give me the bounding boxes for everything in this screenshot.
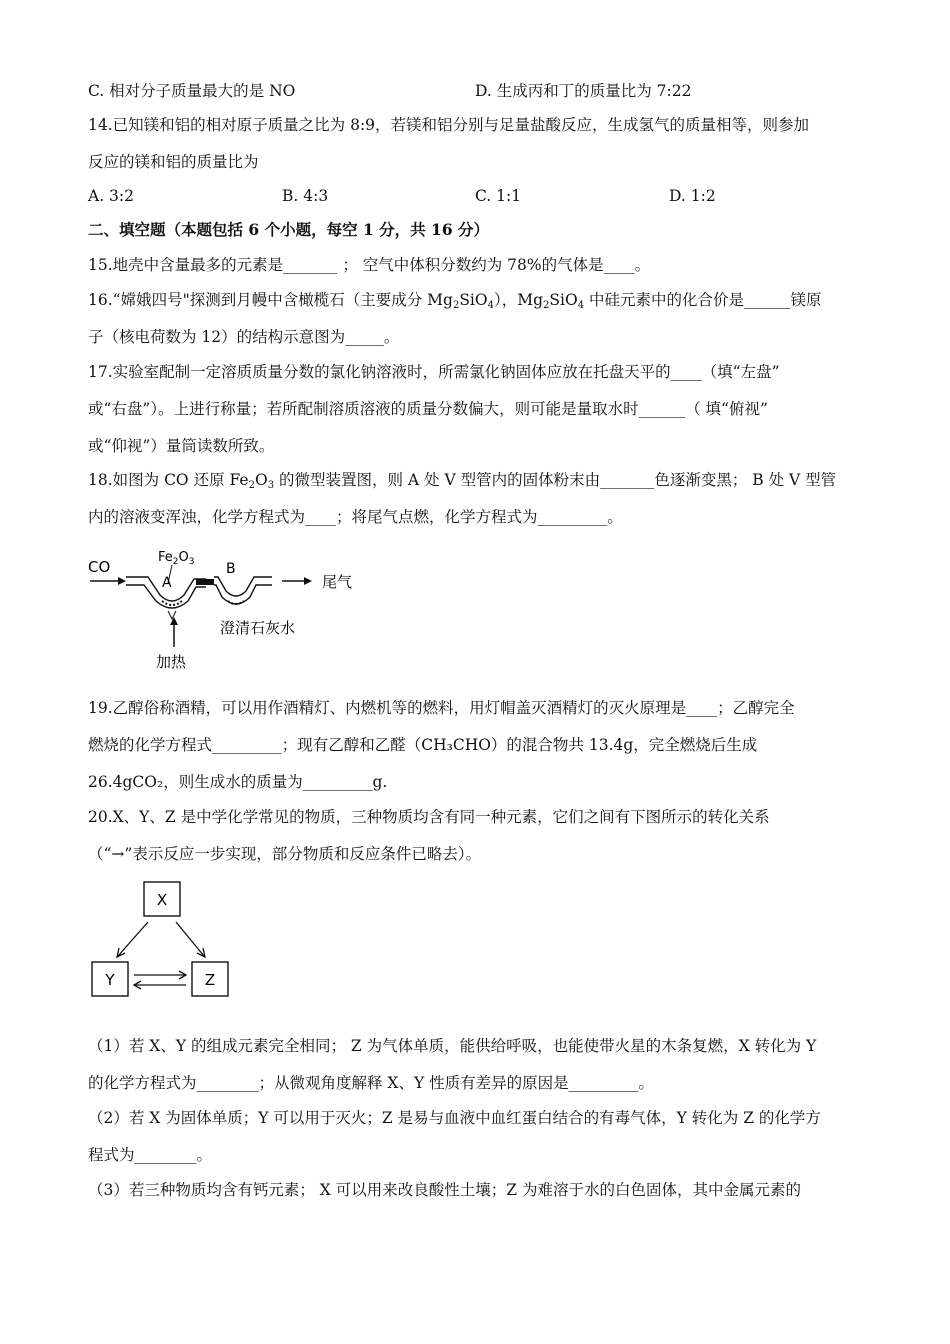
flame-icon [168,611,176,619]
q14-option-b: B. 4:3 [282,187,329,205]
q16-sub-2: 4 [487,300,494,311]
q16-text-b: SiO [459,291,488,309]
q14-stem-line1: 14.已知镁和铝的相对原子质量之比为 8:9，若镁和铝分别与足量盐酸反应，生成氢气的质量相等，则参加 [88,116,810,134]
q18-text-b: O [254,471,268,489]
q18-text-a: 18.如图为 CO 还原 Fe [88,471,249,489]
q18-sub-1: 2 [248,480,255,491]
q16-text-a: 16.“嫦娥四号"探测到月幔中含橄榄石（主要成分 Mg [88,291,453,309]
q18-text-c: 的微型装置图，则 A 处 V 型管内的固体粉末由_______色逐渐变黑； B 处 V 型管 [274,471,837,489]
q14-option-a: A. 3:2 [88,187,134,205]
section-heading: 二、填空题（本题包括 6 个小题，每空 1 分，共 16 分） [88,220,490,239]
tail-gas-label: 尾气 [322,573,353,591]
q14-option-d: D. 1:2 [669,187,716,205]
tube-connector [196,579,214,585]
q20-stem-line1: 20.X、Y、Z 是中学化学常见的物质，三种物质均含有同一种元素，它们之间有下图所示的转化关系 [88,808,770,826]
q14-option-c: C. 1:1 [475,187,522,205]
heat-label: 加热 [156,653,187,671]
q13-option-c: C. 相对分子质量最大的是 NO [88,82,296,100]
q16-text-e: 中硅元素中的化合价是______镁原 [584,291,822,309]
a-label: A [162,575,172,591]
co-label: CO [88,558,111,576]
q20-part1-line1: （1）若 X、Y 的组成元素完全相同； Z 为气体单质，能供给呼吸，也能使带火星的木条复燃，X 转化为 Y [88,1037,817,1055]
label-x: X [156,891,168,909]
label-z: Z [204,971,216,989]
q20-part3-line1: （3）若三种物质均含有钙元素； X 可以用来改良酸性土壤；Z 为难溶于水的白色固体，其中金属元素的 [88,1181,801,1199]
q17-stem-line1: 17.实验室配制一定溶质质量分数的氯化钠溶液时，所需氯化钠固体应放在托盘天平的____（填“左盘” [88,363,780,381]
q20-stem-line2: （“→”表示反应一步实现，部分物质和反应条件已略去）。 [88,845,482,863]
b-label: B [226,561,236,577]
limewater-label: 澄清石灰水 [220,619,296,637]
v-tube-b [214,577,272,596]
q19-stem-line2: 燃烧的化学方程式_________；现有乙醇和乙醛（CH₃CHO）的混合物共 13.4g，完全燃烧后生成 [88,736,758,754]
q14-stem-line2: 反应的镁和铝的质量比为 [88,153,259,171]
arrow-x-to-z [176,922,204,956]
label-y: Y [105,971,115,989]
q17-stem-line3: 或“仰视”）量筒读数所致。 [88,437,275,455]
q16-stem-line2: 子（核电荷数为 12）的结构示意图为_____。 [88,328,400,346]
q20-part1-line2: 的化学方程式为________；从微观角度解释 X、Y 性质有差异的原因是_________。 [88,1074,654,1092]
q15-stem: 15.地壳中含量最多的元素是_______ ； 空气中体积分数约为 78%的气体是____。 [88,256,651,274]
fe2o3-label: $Fe_2O_3$ [158,550,195,567]
q16-text-d: SiO [549,291,578,309]
q19-stem-line1: 19.乙醇俗称酒精，可以用作酒精灯、内燃机等的燃料，用灯帽盖灭酒精灯的灭火原理是____；乙醇完全 [88,699,795,717]
q16-sub-4: 4 [577,300,585,311]
xyz-conversion-diagram [88,878,238,1002]
q13-option-d: D. 生成丙和丁的质量比为 7:22 [475,82,692,100]
arrow-x-to-y [118,922,148,956]
q18-sub-2: 3 [267,480,275,491]
q20-part2-line2: 程式为________。 [88,1146,213,1164]
co-reduction-apparatus-diagram [86,543,376,673]
q16-stem-line1 [88,290,822,316]
q18-stem-line1 [88,470,836,496]
q16-sub-3: 2 [543,300,550,311]
q19-stem-line3: 26.4gCO₂，则生成水的质量为_________g. [88,773,388,791]
q20-part2-line1: （2）若 X 为固体单质；Y 可以用于灭火；Z 是易与血液中血红蛋白结合的有毒气体，Y 转化为 Z 的化学方 [88,1109,821,1127]
q16-sub-1: 2 [452,300,460,311]
co-inlet-arrow-head [118,577,126,585]
q18-stem-line2: 内的溶液变浑浊，化学方程式为____；将尾气点燃，化学方程式为_________。 [88,508,623,526]
q16-text-c: ），Mg [493,291,544,309]
q17-stem-line2: 或“右盘”）。上进行称量；若所配制溶质溶液的质量分数偏大，则可能是量取水时______（ 填“俯视” [88,400,768,418]
tail-gas-arrow-head [304,577,312,585]
